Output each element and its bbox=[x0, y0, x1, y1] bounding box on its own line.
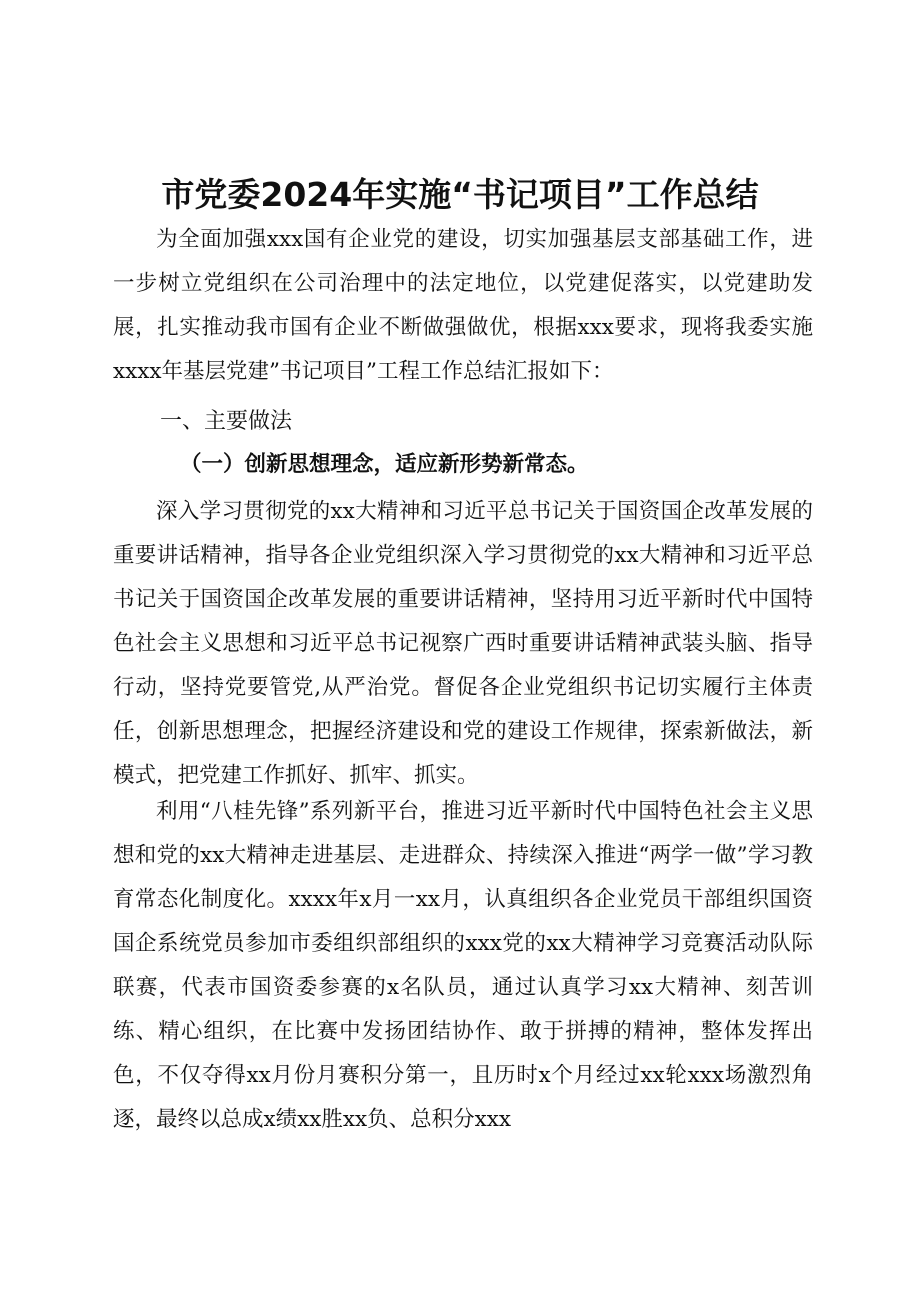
body-paragraph-2: 利用“八桂先锋”系列新平台，推进习近平新时代中国特色社会主义思想和党的xx大精神走进基层、走进群众、持续深入推进“两学一做”学习教育常态化制度化。xxxx年x月一xx月，认真组织各企业党员干部组织国资国企系统党员参加市委组织部组织的xxx党的xx大精神学习竞赛活动队际联赛，代表市国资委参赛的x名队员，通过认真学习xx大精神、刻苦训练、精心组织，在比赛中发扬团结协作、敢于拼搏的精神，整体发挥出色，不仅夺得xx月份月赛积分第一，且历时x个月经过xx轮xxx场激烈角逐，最终以总成x绩xx胜xx负、总积分xxx bbox=[113, 799, 813, 1132]
document-title: 市党委2024年实施“书记项目”工作总结 bbox=[161, 175, 759, 214]
intro-paragraph: 为全面加强xxx国有企业党的建设，切实加强基层支部基础工作，进一步树立党组织在公司治理中的法定地位，以党建促落实，以党建助发展，扎实推动我市国有企业不断做强做优，根据xxx要求，现将我委实施xxxx年基层党建”书记项目”工程工作总结汇报如下： bbox=[113, 227, 813, 384]
body-paragraph-1: 深入学习贯彻党的xx大精神和习近平总书记关于国资国企改革发展的重要讲话精神，指导各企业党组织深入学习贯彻党的xx大精神和习近平总书记关于国资国企改革发展的重要讲话精神，坚持用习近平新时代中国特色社会主义思想和习近平总书记视察广西时重要讲话精神武装头脑、指导行动，坚持党要管党,从严治党。督促各企业党组织书记切实履行主体责任，创新思想理念，把握经济建设和党的建设工作规律，探索新做法，新模式，把党建工作抓好、抓牢、抓实。 bbox=[113, 499, 813, 788]
section-heading: 一、主要做法 bbox=[160, 409, 293, 434]
subsection-heading: （一）创新思想理念，适应新形势新常态。 bbox=[180, 452, 589, 477]
